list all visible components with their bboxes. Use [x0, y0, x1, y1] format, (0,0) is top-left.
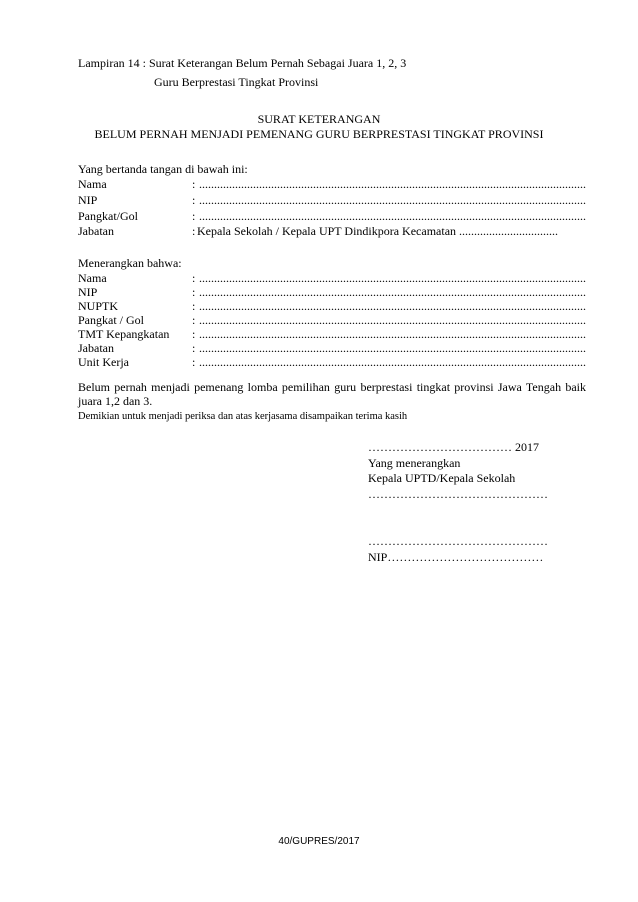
signature-place-dots: ………………………………………: [368, 487, 548, 501]
signature-role-2: Kepala UPTD/Kepala Sekolah: [368, 471, 516, 485]
field-label: Pangkat/Gol: [78, 209, 138, 223]
field-separator: :: [192, 299, 196, 313]
field-label: Pangkat / Gol: [78, 313, 144, 327]
field-label: Jabatan: [78, 341, 114, 355]
subject-field-nama: [78, 271, 586, 285]
subject-field-unit-kerja: [78, 355, 586, 369]
field-separator: :: [192, 313, 196, 327]
field-separator: :: [192, 209, 196, 223]
document-title: SURAT KETERANGAN: [257, 112, 381, 126]
field-value-dots: [199, 327, 586, 341]
field-label: Unit Kerja: [78, 355, 129, 369]
subject-field-jabatan: [78, 341, 586, 355]
field-label: Nama: [78, 271, 107, 285]
field-separator: :: [192, 355, 196, 369]
subject-field-nip: [78, 285, 586, 299]
field-separator: :: [192, 271, 196, 285]
field-separator: :: [192, 177, 196, 191]
field-value: Kepala Sekolah / Kepala UPT Dindikpora Kecamatan .................................: [197, 224, 559, 238]
field-value-dots: [199, 271, 586, 285]
signer-field-jabatan: [78, 224, 586, 238]
field-separator: :: [192, 224, 196, 238]
field-value-dots: [199, 177, 586, 191]
page-footer-code: 40/GUPRES/2017: [278, 836, 360, 847]
field-separator: :: [192, 341, 196, 355]
lampiran-line-2: Guru Berprestasi Tingkat Provinsi: [154, 75, 319, 89]
signature-nip: NIP…………………………………: [368, 550, 544, 564]
closing-sentence: Demikian untuk menjadi periksa dan atas kerjasama disampaikan terima kasih: [78, 411, 408, 422]
signer-field-nama: [78, 177, 586, 191]
field-value-dots: [199, 193, 586, 207]
field-label: NUPTK: [78, 299, 119, 313]
field-value-dots: [199, 209, 586, 223]
signer-intro: Yang bertanda tangan di bawah ini:: [78, 162, 248, 176]
field-value-dots: [199, 313, 586, 327]
field-value-dots: [199, 355, 586, 369]
subject-intro: Menerangkan bahwa:: [78, 256, 182, 270]
signature-role-1: Yang menerangkan: [368, 456, 461, 470]
field-label: Nama: [78, 177, 107, 191]
signature-name-dots: ………………………………………: [368, 534, 548, 548]
subject-field-nuptk: [78, 299, 586, 313]
signer-field-nip: [78, 193, 586, 207]
field-separator: :: [192, 285, 196, 299]
lampiran-line-1: Lampiran 14 : Surat Keterangan Belum Pernah Sebagai Juara 1, 2, 3: [78, 56, 407, 70]
subject-field-pangkat: [78, 313, 586, 327]
field-value-dots: [199, 299, 586, 313]
field-value-dots: [199, 285, 586, 299]
field-value-dots: [199, 341, 586, 355]
field-label: NIP: [78, 193, 98, 207]
field-separator: :: [192, 327, 196, 341]
subject-field-tmt: [78, 327, 586, 341]
document-subtitle: BELUM PERNAH MENJADI PEMENANG GURU BERPRESTASI TINGKAT PROVINSI: [94, 127, 544, 141]
signer-field-pangkat: [78, 209, 586, 223]
field-separator: :: [192, 193, 196, 207]
signature-date: ……………………………… 2017: [368, 440, 539, 454]
field-label: Jabatan: [78, 224, 114, 238]
field-label: TMT Kepangkatan: [78, 327, 170, 341]
statement-paragraph: Belum pernah menjadi pemenang lomba pemilihan guru berprestasi tingkat provinsi Jawa Tengah baik juara 1,2 dan 3.: [78, 380, 586, 408]
field-label: NIP: [78, 285, 98, 299]
